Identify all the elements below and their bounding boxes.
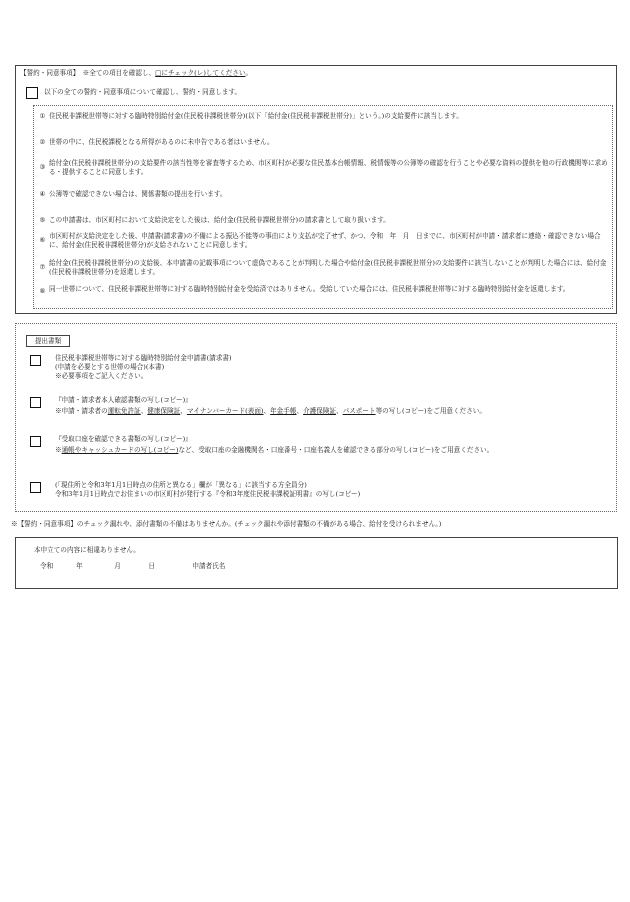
declaration-section (15, 537, 618, 589)
document-line: 令和3年1月1日時点でお住まいの市区町村が発行する『令和3年度住民税非課税証明書』の写し(コピー) (55, 489, 361, 498)
document-note: ※申請・請求者の運転免許証、健康保険証、マイナンバーカード(表面)、年金手帳、介護保険証、パスポート等の写し(コピー)をご用意ください。 (55, 406, 486, 415)
date-month-label: 月 (114, 562, 121, 570)
document-item-tax-certificate (30, 481, 610, 505)
document-item-application (30, 354, 610, 388)
document-line: 『受取口座を確認できる書類の写し(コピー)』 (55, 435, 192, 443)
documents-title: 提出書類 (26, 335, 70, 347)
pledge-header-prefix: 【誓約・同意事項】 ※全ての項目を確認し、 (20, 69, 156, 77)
documents-section (15, 323, 617, 512)
pledge-header-suffix: 。 (245, 69, 253, 77)
pledge-item-number: ① (39, 112, 46, 120)
declaration-statement: 本申立ての内容に相違ありません。 (34, 546, 140, 554)
date-era-label: 令和 (40, 562, 54, 570)
pledge-section (15, 65, 617, 314)
date-year-label: 年 (76, 562, 83, 570)
main-consent-checkbox[interactable] (26, 87, 38, 99)
pledge-header (20, 69, 252, 78)
pledge-item-text: 同一世帯について、住民税非課税世帯等に対する臨時特別給付金を受給済ではありません。受給していた場合には、住民税非課税世帯等に対する臨時特別給付金を返還します。 (49, 285, 570, 293)
pledge-items-box (33, 105, 613, 309)
signer-name-label: 申請者氏名 (192, 562, 226, 570)
document-item-bank-account (30, 435, 610, 461)
pledge-item-number: ④ (39, 190, 46, 198)
pledge-item-text: 市区町村が支給決定をした後、申請書(請求書)の不備による振込不能等の事由により支払が完了せず、かつ、令和 年 月 日までに、市区町村が申請・請求者に連絡・確認できない場合に、給付金(住民税非課税世帯分)が支給されないことに同意します。 (49, 232, 601, 249)
pledge-item-text: 世帯の中に、住民税課税となる所得があるのに未申告である者はいません。 (49, 138, 274, 146)
main-consent-row (26, 87, 606, 101)
pledge-item-number: ⑤ (39, 216, 46, 224)
pledge-item-number: ② (39, 138, 46, 146)
document-line: 『申請・請求者本人確認書類の写し(コピー)』 (55, 396, 192, 404)
document-checkbox[interactable] (30, 355, 41, 366)
pledge-item-text: 公簿等で確認できない場合は、関係書類の提出を行います。 (49, 190, 227, 198)
document-line: (「現住所と令和3年1月1日時点の住所と異なる」欄が「異なる」に該当する方全員分) (55, 481, 307, 489)
document-checkbox[interactable] (30, 482, 41, 493)
pledge-item-number: ⑦ (39, 263, 46, 271)
pledge-item-number: ③ (39, 163, 46, 171)
document-checkbox[interactable] (30, 397, 41, 408)
pledge-item-text: 住民税非課税世帯等に対する臨時特別給付金(住民税非課税世帯分)(以下「給付金(住民税非課税世帯分)」という。)の支給要件に該当します。 (49, 112, 463, 120)
pledge-item-text: 給付金(住民税非課税世帯分)の支給後、本申請書の記載事項について虚偽であることが判明した場合や給付金(住民税非課税世帯分)の支給要件に該当しないことが判明した場合には、給付金(住民税非課税世帯分)を返還します。 (49, 259, 607, 276)
pledge-header-instruction: □にチェック(レ)してください (155, 69, 246, 77)
main-consent-label: 以下の全ての誓約・同意事項について確認し、誓約・同意します。 (44, 88, 242, 96)
check-reminder-note: ※【誓約・同意事項】のチェック漏れや、添付書類の不備はありませんか。(チェック漏れや添付書類の不備がある場合、給付を受けられません。) (11, 520, 442, 528)
document-item-identity (30, 396, 610, 422)
pledge-item-number: ⑥ (39, 236, 46, 244)
pledge-item-number: ⑧ (39, 287, 46, 295)
pledge-item-text: 給付金(住民税非課税世帯分)の支給要件の該当性等を審査等するため、市区町村が必要な住民基本台帳情報、税情報等の公簿等の確認を行うことや必要な資料の提供を他の行政機関等に求める・提供することに同意します。 (49, 159, 608, 176)
document-line: ※必要事項をご記入ください。 (55, 371, 148, 380)
document-line: (申請を必要とする世帯の場合)(本書) (55, 362, 165, 371)
document-line: 住民税非課税世帯等に対する臨時特別給付金申請書(請求書) (55, 354, 232, 362)
document-checkbox[interactable] (30, 436, 41, 447)
declaration-date-signer-row (40, 562, 225, 571)
pledge-item-text: この申請書は、市区町村において支給決定をした後は、給付金(住民税非課税世帯分)の請求書として取り扱います。 (49, 216, 390, 224)
date-day-label: 日 (148, 562, 155, 570)
document-note: ※通帳やキャッシュカードの写し(コピー)など、受取口座の金融機関名・口座番号・口座名義人を確認できる部分の写し(コピー)をご用意ください。 (55, 445, 494, 454)
